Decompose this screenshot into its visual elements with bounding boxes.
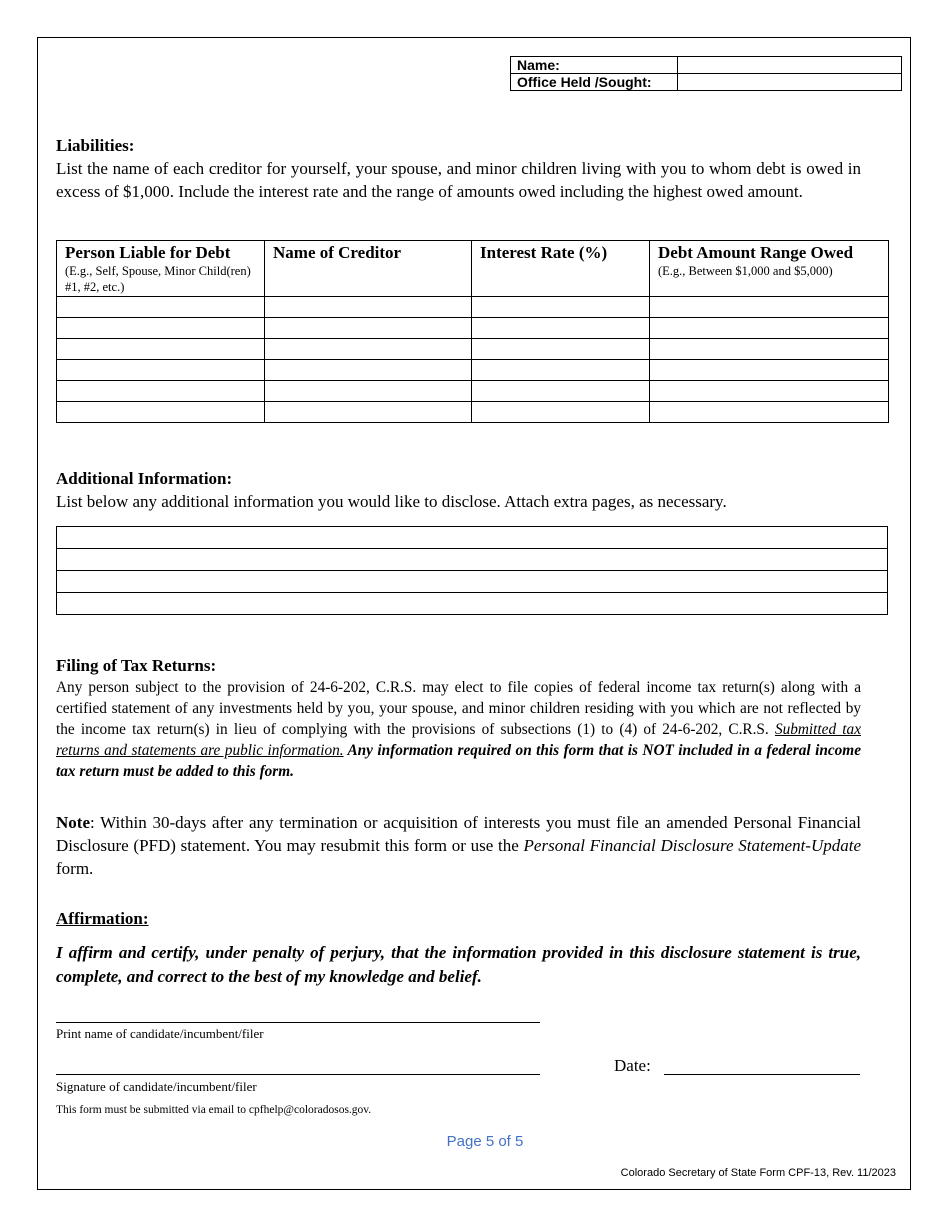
additional-info-line[interactable] [57,549,888,571]
additional-instructions: List below any additional information you would like to disclose. Attach extra pages, as necessary. [56,492,727,511]
liabilities-instructions: List the name of each creditor for yourself, your spouse, and minor children living with you to whom debt is owed in excess of $1,000. Include the interest rate and the range of amounts owed including the highest owed amount. [56,159,861,201]
cell-input[interactable] [57,381,265,402]
col-debt-range-title: Debt Amount Range Owed [658,243,854,262]
note-text-after: form. [56,859,94,878]
tax-text-bold: Any information required on this form that is NOT included in a federal income tax return must be added to this form. [56,742,861,780]
cell-input[interactable] [265,297,472,318]
submit-note: This form must be submitted via email to cpfhelp@coloradosos.gov. [56,1104,372,1116]
tax-text-underlined: Submitted tax returns and statements are public information. [56,721,861,759]
col-person-liable [57,241,265,297]
name-field[interactable] [678,57,902,74]
liabilities-section [56,135,861,203]
cell-input[interactable] [650,381,889,402]
form-footer: Colorado Secretary of State Form CPF-13, Rev. 11/2023 [620,1167,896,1179]
print-name-label: Print name of candidate/incumbent/filer [56,1026,264,1041]
table-row [57,571,888,593]
date-line[interactable] [664,1074,860,1075]
col-creditor [265,241,472,297]
affirmation-heading: Affirmation: [56,909,149,928]
col-interest-rate [472,241,650,297]
note-text [56,811,861,880]
additional-info-line[interactable] [57,593,888,615]
cell-input[interactable] [650,360,889,381]
name-label: Name: [511,57,678,74]
col-debt-range [650,241,889,297]
signature-line[interactable] [56,1074,540,1075]
table-row [57,318,889,339]
cell-input[interactable] [650,318,889,339]
cell-input[interactable] [57,297,265,318]
table-row [57,593,888,615]
col-person-liable-title: Person Liable for Debt [65,243,231,262]
cell-input[interactable] [472,360,650,381]
cell-input[interactable] [57,318,265,339]
affirmation-section [56,908,861,989]
cell-input[interactable] [472,318,650,339]
cell-input[interactable] [650,297,889,318]
cell-input[interactable] [472,381,650,402]
date-label: Date: [614,1056,651,1075]
table-row [57,360,889,381]
table-row [57,527,888,549]
cell-input[interactable] [265,381,472,402]
cell-input[interactable] [57,339,265,360]
note-label: Note [56,813,90,832]
note-text-before: : Within 30-days after any termination or acquisition of interests you must file an amended Personal Financial Disclosure (PFD) statement. You may resubmit this form or use the [56,813,861,855]
cell-input[interactable] [265,318,472,339]
office-label: Office Held /Sought: [511,74,678,91]
cell-input[interactable] [265,402,472,423]
tax-heading: Filing of Tax Returns: [56,656,217,675]
cell-input[interactable] [650,339,889,360]
liabilities-heading: Liabilities: [56,136,135,155]
additional-info-line[interactable] [57,571,888,593]
col-debt-range-hint: (E.g., Between $1,000 and $5,000) [658,264,833,278]
col-interest-rate-title: Interest Rate (%) [480,243,608,262]
cell-input[interactable] [472,297,650,318]
affirmation-statement: I affirm and certify, under penalty of perjury, that the information provided in this disclosure statement is true, complete, and correct to the best of my knowledge and belief. [56,943,861,986]
cell-input[interactable] [650,402,889,423]
table-row [57,402,889,423]
additional-info-table [56,526,888,615]
page-number: Page 5 of 5 [446,1133,524,1150]
name-office-table [510,56,902,91]
additional-info-line[interactable] [57,527,888,549]
tax-section [56,655,861,782]
cell-input[interactable] [472,339,650,360]
print-name-line[interactable] [56,1022,540,1023]
liabilities-table [56,240,889,423]
note-section [56,811,861,880]
col-creditor-title: Name of Creditor [273,243,402,262]
table-row [57,381,889,402]
cell-input[interactable] [57,360,265,381]
tax-text-main: Any person subject to the provision of 24-6-202, C.R.S. may elect to file copies of federal income tax return(s) along with a certified statement of any investments held by you, your spouse, and minor children residing with you which are not reflected by the income tax return(s) in lieu of complying with the provisions of subsections (1) to (4) of 24-6-202, C.R.S. [56,679,861,738]
cell-input[interactable] [57,402,265,423]
additional-heading: Additional Information: [56,469,233,488]
table-row [57,339,889,360]
table-row [57,297,889,318]
cell-input[interactable] [265,360,472,381]
signature-label: Signature of candidate/incumbent/filer [56,1079,257,1094]
cell-input[interactable] [472,402,650,423]
tax-text [56,677,861,782]
office-field[interactable] [678,74,902,91]
additional-section [56,468,861,513]
note-text-italic: Personal Financial Disclosure Statement-Update [523,836,861,855]
cell-input[interactable] [265,339,472,360]
table-row [57,549,888,571]
col-person-liable-hint: (E.g., Self, Spouse, Minor Child(ren) #1, #2, etc.) [65,264,251,294]
